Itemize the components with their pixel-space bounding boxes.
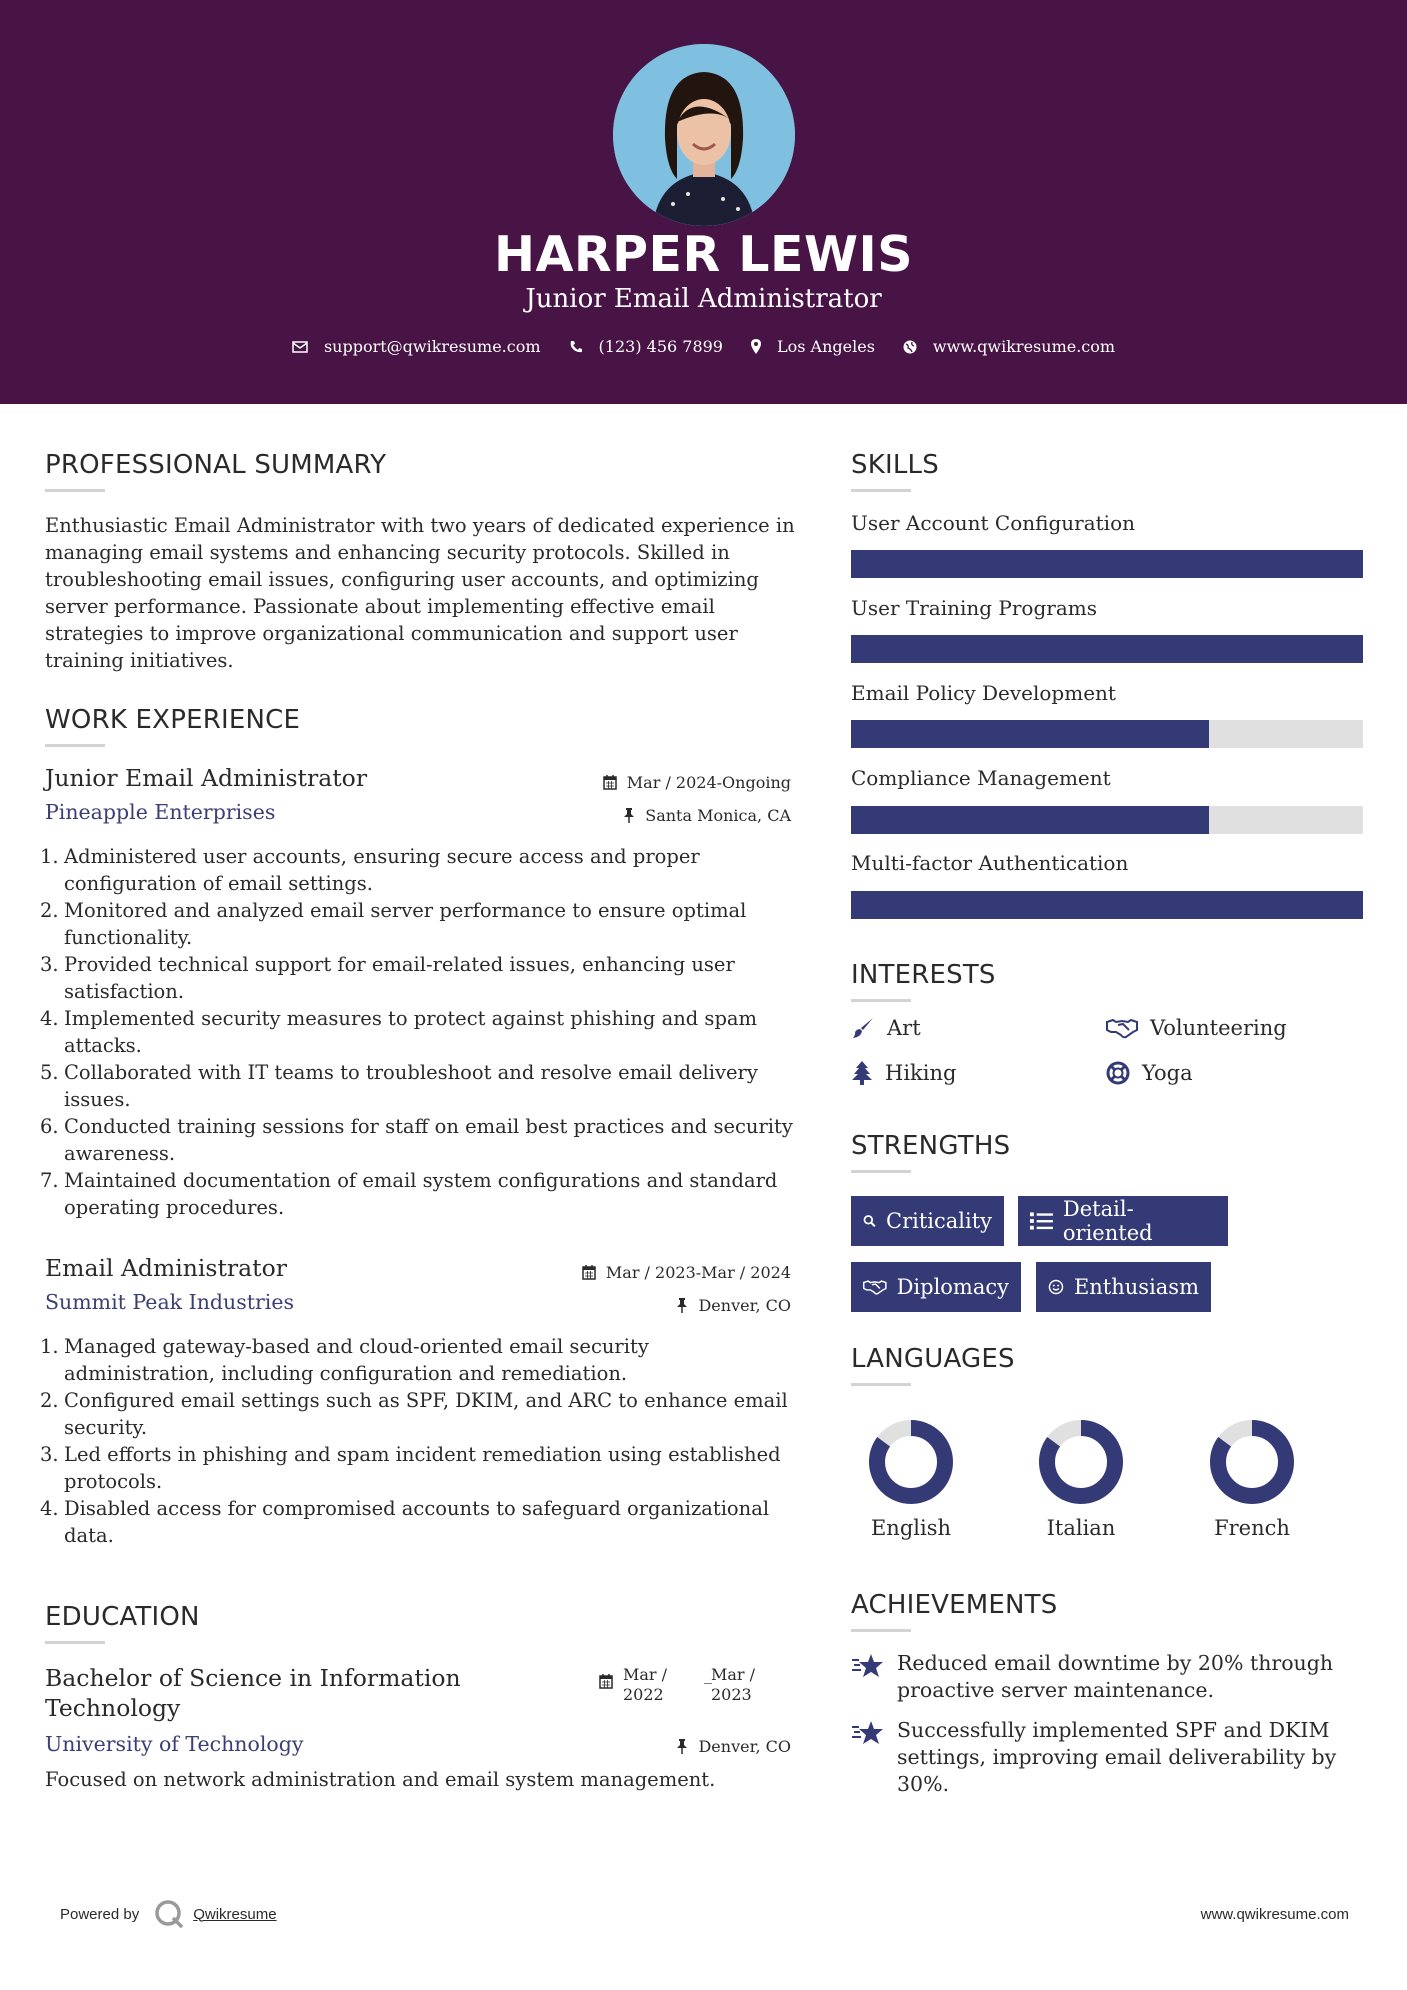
list-item: 6. Conducted training sessions for staff on email best practices and security awareness. (40, 1113, 800, 1167)
avatar-icon (613, 44, 795, 226)
achievement-item (851, 1717, 1371, 1798)
pushpin-icon (676, 1298, 688, 1313)
interest-label: Hiking (885, 1061, 957, 1085)
strengths-heading: STRENGTHS (851, 1131, 1011, 1161)
education-start-month: Mar / (623, 1665, 668, 1684)
list-item: 2. Monitored and analyzed email server performance to ensure optimal functionality. (40, 897, 800, 951)
job-location-text: Santa Monica, CA (645, 806, 791, 825)
summary-heading-rule (45, 489, 105, 492)
contact-bar (0, 337, 1407, 356)
smile-icon (1048, 1276, 1064, 1298)
job-location-text: Denver, CO (698, 1296, 791, 1315)
interest-volunteering (1106, 1016, 1287, 1040)
skill-bar-fill (851, 720, 1209, 748)
language-name: Italian (1046, 1516, 1116, 1540)
contact-location-text: Los Angeles (776, 337, 875, 356)
skill-bar-fill (851, 891, 1363, 919)
job-dates-text: Mar / 2023-Mar / 2024 (605, 1263, 791, 1282)
list-item-text: Provided technical support for email-related issues, enhancing user satisfaction. (64, 953, 735, 1003)
strength-badge (851, 1262, 1021, 1312)
job-location (623, 806, 791, 825)
interests-heading: INTERESTS (851, 960, 996, 990)
skill-bar (851, 635, 1363, 663)
calendar-icon (599, 1674, 613, 1689)
list-icon (1030, 1211, 1053, 1231)
language-donut (1037, 1418, 1125, 1506)
skills-heading: SKILLS (851, 450, 939, 480)
handshake-icon (1106, 1016, 1138, 1040)
calendar-icon (603, 775, 617, 790)
job-bullets (40, 1333, 800, 1549)
education-start-year: 2022 (623, 1685, 664, 1704)
star-trophy-icon (851, 1719, 885, 1747)
profile-photo (613, 44, 795, 226)
languages-heading: LANGUAGES (851, 1344, 1015, 1374)
paintbrush-icon (851, 1016, 875, 1040)
list-item-text: Led efforts in phishing and spam incident remediation using established protocols. (64, 1443, 781, 1493)
education-degree: Bachelor of Science in Information Technology (45, 1664, 461, 1722)
tree-icon (851, 1061, 873, 1085)
education-location-text: Denver, CO (698, 1737, 791, 1756)
list-item: 4. Disabled access for compromised accounts to safeguard organizational data. (40, 1495, 800, 1549)
list-item-text: Collaborated with IT teams to troubleshoot and resolve email delivery issues. (64, 1061, 758, 1111)
summary-heading: PROFESSIONAL SUMMARY (45, 450, 387, 480)
language-item (851, 1418, 971, 1540)
list-item: 2. Configured email settings such as SPF, DKIM, and ARC to enhance email security. (40, 1387, 800, 1441)
contact-email-text: support@qwikresume.com (323, 337, 541, 356)
achievement-text: Reduced email downtime by 20% through proactive server maintenance. (897, 1651, 1334, 1702)
skill-bar (851, 891, 1363, 919)
pushpin-icon (623, 808, 635, 823)
handshake-icon (863, 1276, 887, 1298)
strength-badge (1036, 1262, 1211, 1312)
contact-email[interactable] (292, 337, 541, 356)
job-title: Junior Email Administrator (45, 764, 368, 792)
contact-location (751, 337, 875, 356)
education-school: University of Technology (45, 1732, 304, 1756)
language-item (1192, 1418, 1312, 1540)
footer-powered-by (60, 1898, 277, 1930)
interest-hiking (851, 1061, 956, 1085)
education-end-year: 2023 (711, 1685, 752, 1704)
education-heading: EDUCATION (45, 1602, 200, 1632)
job-dates (603, 773, 791, 792)
skill-bar-fill (851, 635, 1363, 663)
experience-heading-rule (45, 744, 105, 747)
skill-name: Compliance Management (851, 766, 1111, 790)
education-end-month: Mar / (711, 1665, 756, 1684)
skill-bar (851, 806, 1363, 834)
experience-heading: WORK EXPERIENCE (45, 705, 301, 735)
powered-by-text: Powered by (60, 1905, 140, 1923)
education-date-separator: _ (704, 1665, 712, 1684)
list-item: 1. Managed gateway-based and cloud-oriented email security administration, including configuration and remediation. (40, 1333, 800, 1387)
interest-label: Yoga (1142, 1061, 1193, 1085)
skill-name: User Account Configuration (851, 511, 1136, 535)
interest-label: Volunteering (1150, 1016, 1287, 1040)
education-description: Focused on network administration and email system management. (45, 1768, 716, 1791)
interests-heading-rule (851, 999, 911, 1002)
skill-bar-fill (851, 550, 1363, 578)
list-item: 4. Implemented security measures to protect against phishing and spam attacks. (40, 1005, 800, 1059)
list-item-text: Implemented security measures to protect against phishing and spam attacks. (64, 1007, 758, 1057)
languages-heading-rule (851, 1383, 911, 1386)
lifebuoy-icon (1106, 1061, 1130, 1085)
star-trophy-icon (851, 1652, 885, 1680)
strength-badge (851, 1196, 1004, 1246)
achievement-item (851, 1650, 1371, 1704)
candidate-name: HARPER LEWIS (493, 226, 914, 283)
list-item: 5. Collaborated with IT teams to troubleshoot and resolve email delivery issues. (40, 1059, 800, 1113)
list-item-text: Maintained documentation of email system configurations and standard operating procedures. (64, 1169, 778, 1219)
globe-icon (903, 340, 917, 354)
interest-art (851, 1016, 921, 1040)
list-item-text: Disabled access for compromised accounts to safeguard organizational data. (64, 1497, 770, 1547)
language-name: English (870, 1516, 952, 1540)
envelope-icon (292, 340, 308, 354)
language-donut (1208, 1418, 1296, 1506)
strength-label: Detail-oriented (1062, 1197, 1153, 1245)
skill-name: Email Policy Development (851, 681, 1116, 705)
calendar-icon (582, 1265, 596, 1280)
strength-label: Diplomacy (896, 1275, 1009, 1299)
interest-label: Art (887, 1016, 921, 1040)
language-donut (867, 1418, 955, 1506)
strengths-heading-rule (851, 1170, 911, 1173)
candidate-role: Junior Email Administrator (525, 284, 882, 314)
language-item (1021, 1418, 1141, 1540)
list-item: 3. Provided technical support for email-related issues, enhancing user satisfaction. (40, 951, 800, 1005)
strength-label: Enthusiasm (1073, 1275, 1199, 1299)
list-item: 7. Maintained documentation of email system configurations and standard operating procedures. (40, 1167, 800, 1221)
skill-name: User Training Programs (851, 596, 1097, 620)
strength-label: Criticality (886, 1209, 992, 1233)
job-dates (582, 1263, 791, 1282)
job-company: Pineapple Enterprises (45, 800, 276, 824)
list-item-text: Conducted training sessions for staff on email best practices and security awareness. (64, 1115, 793, 1165)
achievements-heading-rule (851, 1629, 911, 1632)
list-item-text: Configured email settings such as SPF, DKIM, and ARC to enhance email security. (64, 1389, 788, 1439)
language-name: French (1214, 1516, 1290, 1540)
achievements-heading: ACHIEVEMENTS (851, 1590, 1058, 1620)
achievement-text: Successfully implemented SPF and DKIM settings, improving email deliverability by 30%. (897, 1718, 1337, 1796)
skill-bar (851, 550, 1363, 578)
education-end-date (711, 1665, 755, 1705)
qwikresume-logo-icon (153, 1898, 185, 1930)
job-location (676, 1296, 791, 1315)
interest-yoga (1106, 1061, 1193, 1085)
search-icon (863, 1210, 876, 1232)
list-item-text: Managed gateway-based and cloud-oriented email security administration, including configuration and remediation. (64, 1335, 649, 1385)
education-heading-rule (45, 1641, 105, 1644)
job-title: Email Administrator (45, 1254, 287, 1282)
resume-header (0, 0, 1407, 404)
list-item-text: Monitored and analyzed email server performance to ensure optimal functionality. (64, 899, 747, 949)
job-bullets (40, 843, 800, 1221)
map-pin-icon (751, 339, 761, 354)
education-start-date (623, 1665, 667, 1705)
list-item: 3. Led efforts in phishing and spam incident remediation using established protocols. (40, 1441, 800, 1495)
qwikresume-link[interactable]: Qwikresume (193, 1905, 277, 1923)
pushpin-icon (676, 1739, 688, 1754)
list-item-text: Administered user accounts, ensuring secure access and proper configuration of email settings. (64, 845, 700, 895)
skill-name: Multi-factor Authentication (851, 851, 1129, 875)
contact-phone-text: (123) 456 7899 (598, 337, 723, 356)
education-location (676, 1737, 791, 1756)
job-company: Summit Peak Industries (45, 1290, 294, 1314)
skills-heading-rule (851, 489, 911, 492)
strength-badge (1018, 1196, 1228, 1246)
list-item: 1. Administered user accounts, ensuring secure access and proper configuration of email settings. (40, 843, 800, 897)
contact-website-text: www.qwikresume.com (932, 337, 1116, 356)
footer-website[interactable]: www.qwikresume.com (1200, 1906, 1349, 1923)
contact-website[interactable] (903, 337, 1115, 356)
skill-bar (851, 720, 1363, 748)
contact-phone[interactable] (569, 337, 723, 356)
job-dates-text: Mar / 2024-Ongoing (626, 773, 791, 792)
skill-bar-fill (851, 806, 1209, 834)
phone-icon (569, 340, 583, 354)
summary-text: Enthusiastic Email Administrator with two years of dedicated experience in managing email systems and enhancing security protocols. Skilled in troubleshooting email issues, configuring user accounts, and optimizing server performance. Passionate about implementing effective email strategies to improve organizational communication and support user training initiatives. (45, 514, 795, 672)
